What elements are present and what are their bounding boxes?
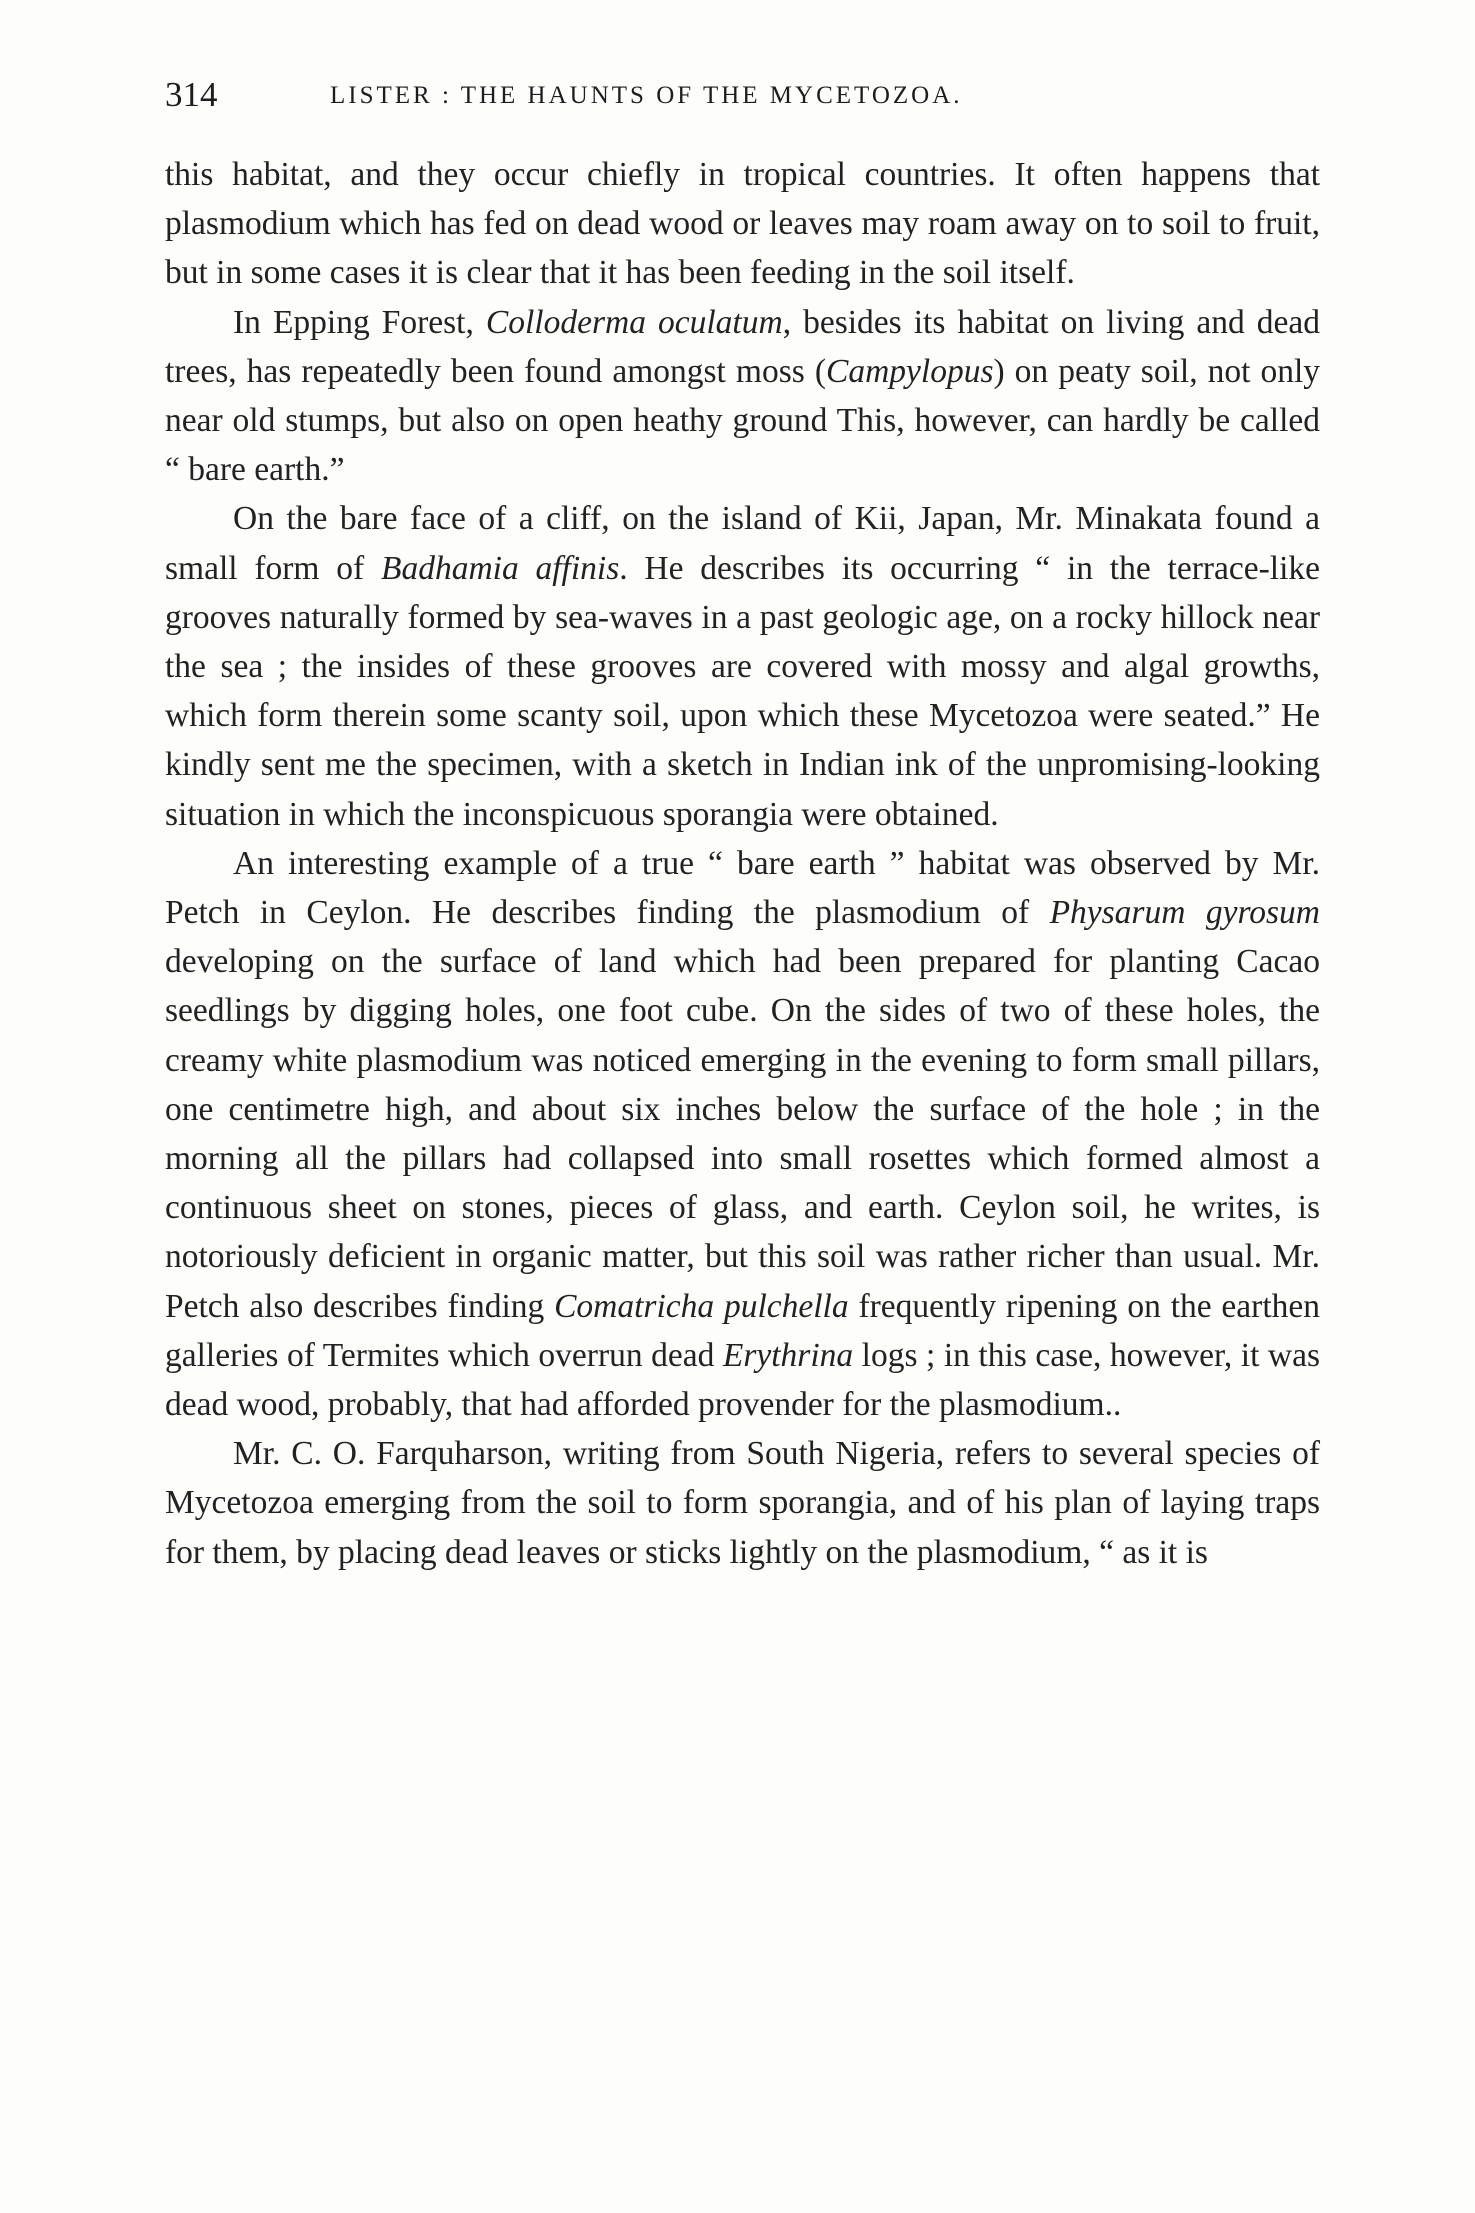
paragraph-kii-japan — [165, 494, 1320, 838]
paragraph-epping-forest — [165, 298, 1320, 495]
paragraph-continuation — [165, 150, 1320, 298]
paragraph-text: . He describes its occurring “ in the terrace-like grooves naturally formed by sea-waves in a past geologic age, on a rocky hillock near the sea ; the insides of these grooves are covered with mossy and algal growths, which form therein some scanty soil, upon which these Mycetozoa were seated.” He kindly sent me the specimen, with a sketch in Indian ink of the unpromising-looking situation in which the inconspicuous sporangia were obtained. — [165, 549, 1321, 833]
paragraph-text: developing on the surface of land which had been prepared for planting Cacao seedlings by digging holes, one foot cube. On the sides of two of these holes, the creamy white plasmodium was noticed emerging in the evening to form small pillars, one centimetre high, and about six inches below the surface of the hole ; in the morning all the pillars had collapsed into small rosettes which formed almost a continuous sheet on stones, pieces of glass, and earth. Ceylon soil, he writes, is notoriously deficient in organic matter, but this soil was rather richer than usual. Mr. Petch also describes finding — [165, 943, 1320, 1325]
paragraph-text: On the bare face of a cliff, on the island of Kii, Japan, Mr. Minakata found a small form of — [165, 500, 1320, 587]
page-header — [165, 70, 1330, 120]
body-text — [165, 150, 1320, 1577]
species-name: Comatricha pulchella — [554, 1287, 849, 1325]
paragraph-ceylon — [165, 839, 1320, 1429]
paragraph-text: frequently ripening on the earthen galleries of Termites which overrun dead — [165, 1287, 1321, 1374]
paragraph-text: ) on peaty soil, not only near old stumps, but also on open heathy ground This, however, can hardly be called “ bare earth.” — [165, 352, 1321, 489]
paragraph-text: In Epping Forest, — [233, 303, 486, 341]
paragraph-text: this habitat, and they occur chiefly in tropical countries. It often happens that plasmodium which has fed on dead wood or leaves may roam away on to soil to fruit, but in some cases it is clear that it has been feeding in the soil itself. — [165, 156, 1320, 292]
paragraph-south-nigeria — [165, 1429, 1320, 1577]
paragraph-text: logs ; in this case, however, it was dead wood, probably, that had afforded provender for the plasmodium.. — [165, 1336, 1320, 1424]
species-name: Physarum gyrosum — [1049, 894, 1320, 932]
genus-name: Campylopus — [825, 352, 994, 390]
paragraph-text: An interesting example of a true “ bare earth ” habitat was observed by Mr. Petch in Ceylon. He describes finding the plasmodium of — [165, 844, 1320, 932]
running-head: LISTER : THE HAUNTS OF THE MYCETOZOA. — [330, 82, 963, 109]
species-name: Colloderma oculatum — [485, 303, 783, 341]
species-name: Badhamia affinis — [380, 549, 620, 587]
page-number: 314 — [165, 75, 218, 114]
paragraph-text: , besides its habitat on living and dead trees, has repeatedly been found amongst moss ( — [165, 303, 1321, 390]
genus-name: Erythrina — [722, 1336, 854, 1374]
paragraph-text: Mr. C. O. Farquharson, writing from South Nigeria, refers to several species of Mycetozoa emerging from the soil to form sporangia, and of his plan of laying traps for them, by placing dead leaves or sticks lightly on the plasmodium, “ as it is — [165, 1435, 1320, 1571]
